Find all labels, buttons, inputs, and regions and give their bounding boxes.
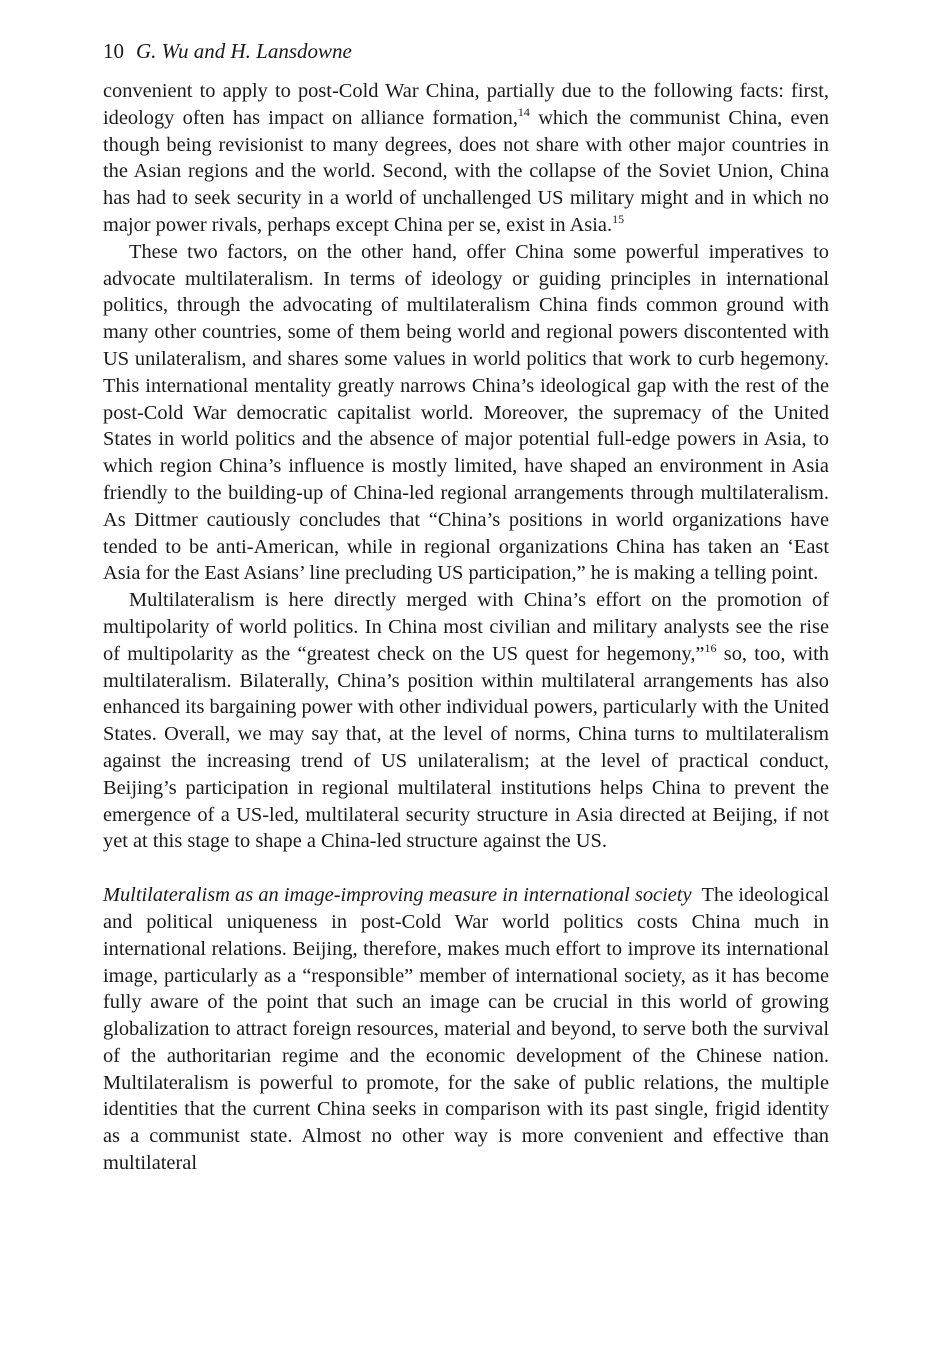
paragraph-3 xyxy=(103,587,829,855)
section-paragraph xyxy=(103,882,829,1177)
paragraph-3-text-a: Multilateralism is here directly merged with China’s effort on the promotion of multipolarity of world politics. In China most civilian and military analysts see the rise of multipolarity as the “greatest check on the US quest for hegemony,” xyxy=(103,589,829,665)
paragraph-1-text-a: convenient to apply to post-Cold War China, partially due to the following facts: first, ideology often has impact on alliance formation, xyxy=(103,80,829,129)
paragraph-2: These two factors, on the other hand, offer China some powerful imperatives to advocate multilateralism. In terms of ideology or guiding principles in international politics, through the advocating of multilateralism China finds common ground with many other countries, some of them being world and regional powers discontented with US unilateralism, and shares some values in world politics that work to curb hegemony. This international mentality greatly narrows China’s ideological gap with the rest of the post-Cold War democratic capitalist world. Moreover, the supremacy of the United States in world politics and the absence of major potential full-edge powers in Asia, to which region China’s influence is mostly limited, have shaped an environment in Asia friendly to the building-up of China-led regional arrangements through multilateralism. As Dittmer cautiously concludes that “China’s positions in world organizations have tended to be anti-American, while in regional organizations China has taken an ‘East Asia for the East Asians’ line precluding US participation,” he is making a telling point. xyxy=(103,240,829,585)
paragraph-1 xyxy=(103,78,829,239)
footnote-ref-16[interactable]: 16 xyxy=(704,640,717,655)
page-number: 10 xyxy=(103,39,124,63)
section-heading: Multilateralism as an image-improving measure in international society xyxy=(103,884,692,907)
running-head xyxy=(103,38,829,64)
running-head-authors: G. Wu and H. Lansdowne xyxy=(136,39,352,63)
footnote-ref-14[interactable]: 14 xyxy=(517,104,530,119)
page xyxy=(103,38,829,1177)
paragraph-3-text-b: so, too, with multilateralism. Bilaterally, China’s position within multilateral arrangements has also enhanced its bargaining power with other individual powers, particularly with the United States. Overall, we may say that, at the level of norms, China turns to multilateralism against the increasing trend of US unilateralism; at the level of practical conduct, Beijing’s participation in regional multilateral institutions helps China to prevent the emergence of a US-led, multilateral security structure in Asia directed at Beijing, if not yet at this stage to shape a China-led structure against the US. xyxy=(103,642,829,853)
section-paragraph-text: The ideological and political uniqueness in post-Cold War world politics costs China much in international relations. Beijing, therefore, makes much effort to improve its international image, particularly as a “responsible” member of international society, as it has become fully aware of the point that such an image can be crucial in this world of growing globalization to attract foreign resources, material and beyond, to serve both the survival of the authoritarian regime and the economic development of the Chinese nation. Multilateralism is powerful to promote, for the sake of public relations, the multiple identities that the current China seeks in comparison with its past single, frigid identity as a communist state. Almost no other way is more convenient and effective than multilateral xyxy=(103,884,829,1175)
paragraph-1-text-b: which the communist China, even though being revisionist to many degrees, does not share with other major countries in the Asian regions and the world. Second, with the collapse of the Soviet Union, China has had to seek security in a world of unchallenged US military might and in which no major power rivals, perhaps except China per se, exist in Asia. xyxy=(103,106,830,236)
footnote-ref-15[interactable]: 15 xyxy=(612,211,625,226)
section-spacer xyxy=(103,855,829,882)
